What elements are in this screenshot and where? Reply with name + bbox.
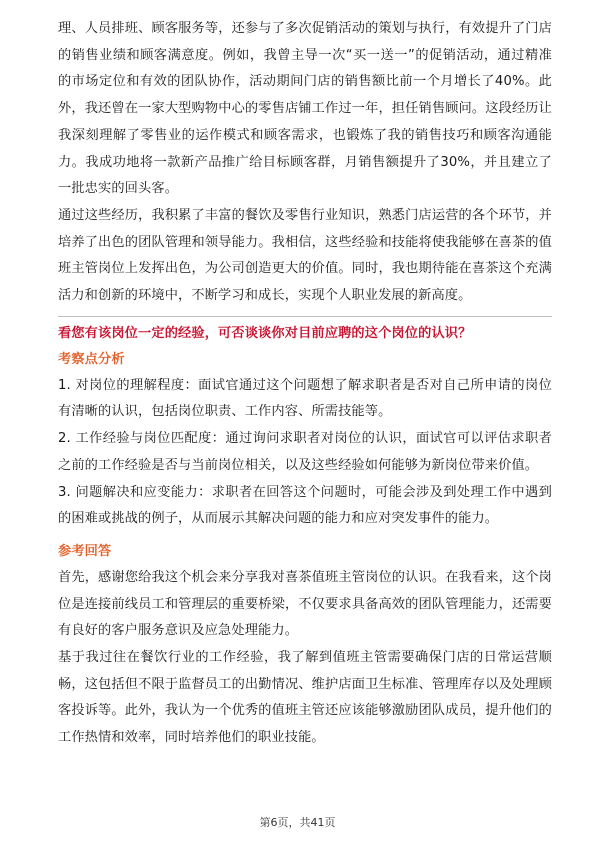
section-divider: [58, 316, 552, 317]
analysis-item-3: 3. 问题解决和应变能力：求职者在回答这个问题时，可能会涉及到处理工作中遇到的困难或挑战的例子，从而展示其解决问题的能力和应对突发事件的能力。: [58, 484, 552, 527]
analysis-heading: 考察点分析: [58, 351, 125, 367]
page-content: [58, 16, 552, 752]
page-number-footer: 第6页，共41页: [259, 816, 336, 829]
interview-question: 看您有该岗位一定的经验，可否谈谈你对目前应聘的这个岗位的认识？: [58, 325, 472, 341]
analysis-item-1: 1. 对岗位的理解程度：面试官通过这个问题想了解求职者是否对自己所申请的岗位有清晰的认识，包括岗位职责、工作内容、所需技能等。: [58, 377, 552, 420]
analysis-item-2: 2. 工作经验与岗位匹配度：通过询问求职者对岗位的认识，面试官可以评估求职者之前的工作经验是否与当前岗位相关，以及这些经验如何能够为新岗位带来价值。: [58, 431, 552, 473]
answer-paragraph-2: 基于我过往在餐饮行业的工作经验，我了解到值班主管需要确保门店的日常运营顺畅，这包括但不限于监督员工的出勤情况、维护店面卫生标准、管理库存以及处理顾客投诉等。此外，我认为一个优秀的值班主管还应该能够激励团队成员，提升他们的工作热情和效率，同时培养他们的职业技能。: [58, 650, 552, 746]
answer-heading: 参考回答: [58, 543, 112, 559]
intro-paragraph-2: 通过这些经历，我积累了丰富的餐饮及零售行业知识，熟悉门店运营的各个环节，并培养了出色的团队管理和领导能力。我相信，这些经验和技能将使我能够在喜茶的值班主管岗位上发挥出色，为公司创造更大的价值。同时，我也期待能在喜茶这个充满活力和创新的环境中，不断学习和成长，实现个人职业发展的新高度。: [58, 207, 552, 304]
answer-paragraph-1: 首先，感谢您给我这个机会来分享我对喜茶值班主管岗位的认识。在我看来，这个岗位是连接前线员工和管理层的重要桥梁，不仅要求具备高效的团队管理能力，还需要有良好的客户服务意识及应急处理能力。: [58, 569, 552, 639]
intro-paragraph-1: 理、人员排班、顾客服务等，还参与了多次促销活动的策划与执行，有效提升了门店的销售业绩和顾客满意度。例如，我曾主导一次“买一送一”的促销活动，通过精准的市场定位和有效的团队协作，活动期间门店的销售额比前一个月增长了40%。此外，我还曾在一家大型购物中心的零售店铺工作过一年，担任销售顾问。这段经历让我深刻理解了零售业的运作模式和顾客需求，也锻炼了我的销售技巧和顾客沟通能力。我成功地将一款新产品推广给目标顾客群，月销售额提升了30%，并且建立了一批忠实的回头客。: [58, 21, 552, 197]
